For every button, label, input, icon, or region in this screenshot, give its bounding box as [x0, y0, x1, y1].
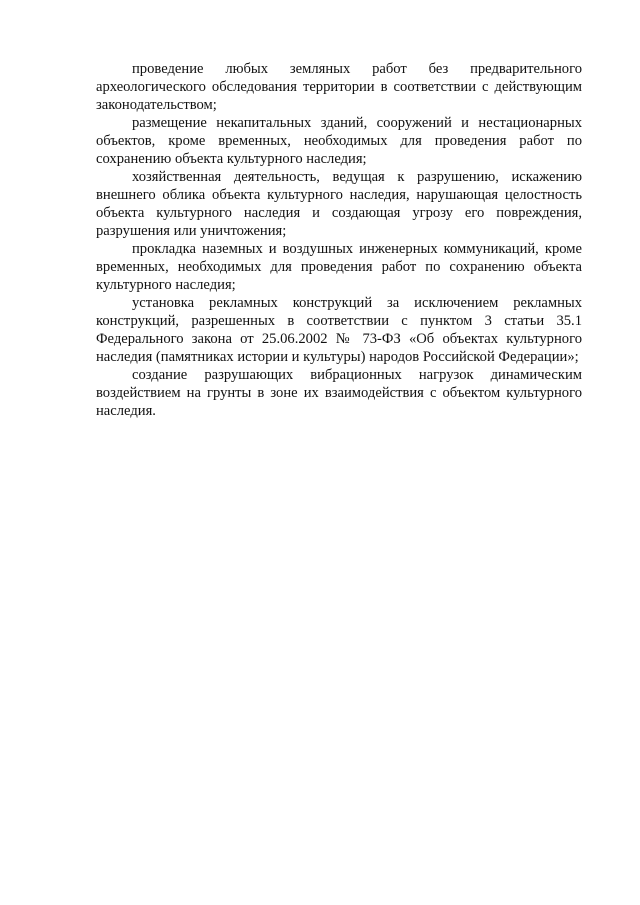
paragraph-economic-activity: хозяйственная деятельность, ведущая к разрушению, искажению внешнего облика объекта культурного наследия, нарушающая целостность объекта культурного наследия и создающая угрозу его повреждения, разрушения или уничтожения;	[96, 169, 582, 239]
paragraph-vibration-loads: создание разрушающих вибрационных нагрузок динамическим воздействием на грунты в зоне их взаимодействия с объектом культурного наследия.	[96, 367, 582, 419]
paragraph-temporary-structures: размещение некапитальных зданий, сооружений и нестационарных объектов, кроме временных, необходимых для проведения работ по сохранению объекта культурного наследия;	[96, 115, 582, 167]
paragraph-earthworks: проведение любых земляных работ без предварительного археологического обследования территории в соответствии с действующим законодательством;	[96, 61, 582, 113]
paragraph-utilities: прокладка наземных и воздушных инженерных коммуникаций, кроме временных, необходимых для проведения работ по сохранению объекта культурного наследия;	[96, 241, 582, 293]
document-body	[96, 60, 582, 420]
paragraph-advertising: установка рекламных конструкций за исключением рекламных конструкций, разрешенных в соответствии с пунктом 3 статьи 35.1 Федерального закона от 25.06.2002 № 73-ФЗ «Об объектах культурного наследия (памятниках истории и культуры) народов Российской Федерации»;	[96, 295, 582, 365]
